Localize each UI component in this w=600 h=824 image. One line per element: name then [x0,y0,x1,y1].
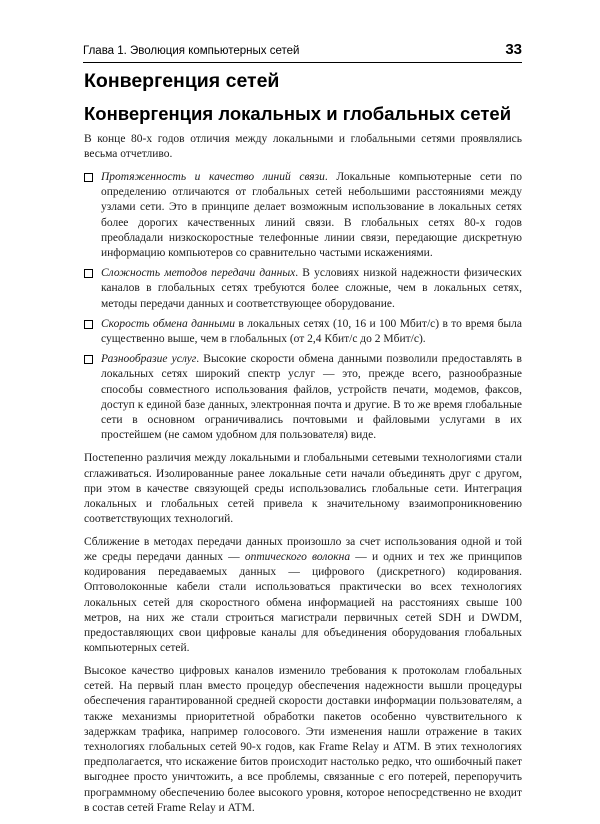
checkbox-bullet-icon [84,173,93,182]
paragraph: Высокое качество цифровых каналов изменило требования к протоколам глобальных сетей. На первый план вместо процедур обеспечения надежности вышли процедуры обеспечения гарантированной средней скорости доставки информации пользователям, а также механизмы приоритетной обработки пакетов особенно чувствительного к задержкам трафика, например голосового. Эти изменения нашли отражение в таких технологиях глобальных сетей 90-х годов, как Frame Relay и ATM. В этих технологиях предполагается, что искажение битов происходит настолько редко, что ошибочный пакет выгоднее просто уничтожить, а все проблемы, связанные с его потерей, перепоручить программному обеспечению более высокого уровня, которое непосредственно не входит в состав сетей Frame Relay и ATM. [84,665,522,814]
chapter-title: Глава 1. Эволюция компьютерных сетей [83,45,300,57]
list-item-text: . Высокие скорости обмена данными позволили предоставлять в локальных сетях широкий спектр услуг — это, прежде всего, разнообразные способы совместного использования файлов, устройств печати, модемов, факсов, доступ к единой базе данных, электронная почта и другие. В то же время глобальные сети в основном ограничивались почтовыми и файловыми услугами в их простейшем (не самом удобном для пользователя) виде. [101,353,522,442]
checkbox-bullet-icon [84,269,93,278]
body-text [84,132,522,824]
checkbox-bullet-icon [84,320,93,329]
list-item-term: Сложность методов передачи данных [101,267,296,280]
intro-paragraph: В конце 80-х годов отличия между локальными и глобальными сетями проявлялись весьма отчетливо. [84,133,522,161]
list-item [84,170,522,261]
list-item [84,266,522,312]
list-item-term: Протяженность и качество линий связи [101,170,325,183]
list-item [84,317,522,347]
paragraph [84,535,522,657]
list-item-term: Разнообразие услуг [101,353,197,366]
paragraph: Постепенно различия между локальными и глобальными сетевыми технологиями стали сглаживаться. Изолированные ранее локальные сети начали объединять друг с другом, при этом в качестве связующей среды использовались глобальные сети. Интеграция локальных и глобальных сетей привела к значительному взаимопроникновению соответствующих технологий. [84,452,522,526]
list-item-term: Скорость обмена данными [101,317,235,330]
differences-list [84,170,522,443]
subsection-heading: Конвергенция локальных и глобальных сетей [84,103,512,124]
list-item-text: . В условиях низкой надежности физических каналов в глобальных сетях требуются более сложные, чем в локальных сетях, методы передачи данных и соответствующее оборудование. [101,267,522,310]
list-item-text: в локальных сетях (10, 16 и 100 Мбит/с) в то время была существенно выше, чем в глобальных (от 2,4 Кбит/с до 2 Мбит/с). [101,317,523,345]
page-number: 33 [505,41,522,58]
running-header [83,41,522,63]
checkbox-bullet-icon [84,355,93,364]
emphasis-text: оптического волокна [244,551,351,564]
paragraph-text: Сближение в методах передачи данных произошло за счет использования одной и той же среды передачи данных — [84,535,522,564]
list-item [84,352,522,443]
list-item-text: . Локальные компьютерные сети по определению отличаются от глобальных сетей небольшими расстояниями между узлами сети. Это в принципе делает возможным использование в локальных сетях более дорогих качественных линий связи. В глобальных сетях 80-х годов преобладали низкоскоростные телефонные линии связи, передающие дискретную информацию компьютеров со сравнительно частыми искажениями. [101,170,522,259]
section-heading: Конвергенция сетей [84,70,280,92]
paragraph-text: — и одних и тех же принципов кодирования передаваемых данных — цифрового (дискретного) кодирования. Оптоволоконные кабели стали использоваться практически во всех технологиях локальных сетей для скоростного обмена информацией на расстояниях свыше 100 метров, на них же стали строиться магистрали первичных сетей SDH и DWDM, предоставляющих свои цифровые каналы для объединения оборудования глобальных компьютерных сетей. [84,551,523,655]
